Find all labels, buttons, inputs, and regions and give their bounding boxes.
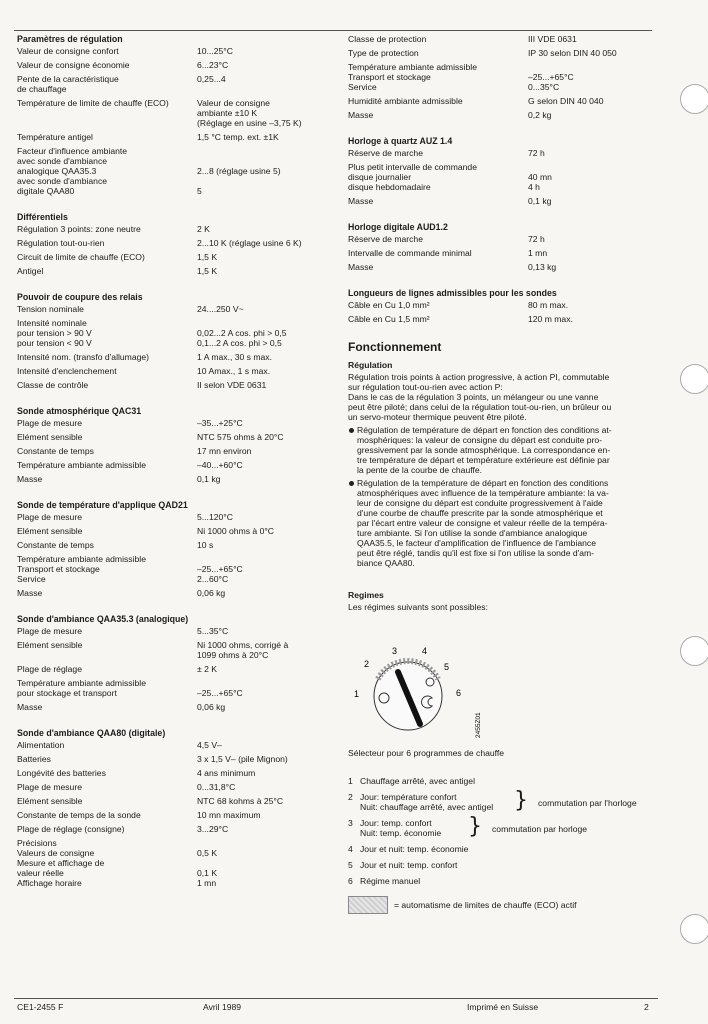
page-number: 2 [644, 1002, 649, 1012]
spec-row [348, 110, 648, 120]
spec-value: 40 mn 4 h [528, 172, 552, 192]
spec-row [17, 640, 322, 660]
spec-label: Plage de réglage (consigne) [17, 824, 125, 834]
spec-value: 1 mn [528, 248, 548, 258]
spec-label: Température ambiante admissible Transport et stockage Service [17, 554, 146, 584]
spec-row [348, 34, 648, 44]
printed-in: Imprimé en Suisse [467, 1002, 539, 1012]
modes-list [348, 776, 648, 886]
spec-label: Masse [17, 588, 43, 598]
spec-label: Plage de mesure [17, 626, 82, 636]
section-longueurs-de-lignes-admissibles-pour-les-sondes [348, 288, 648, 324]
spec-row [17, 418, 322, 428]
spec-value: 0,2 kg [528, 110, 552, 120]
section-title: Pouvoir de coupure des relais [17, 292, 143, 302]
mode-item: 1 Chauffage arrêté, avec antigel [348, 776, 475, 786]
regulation-subheading: Régulation [348, 360, 393, 370]
spec-value: –35...+25°C [197, 418, 243, 428]
spec-value: –25...+65°C 0...35°C [528, 72, 574, 92]
spec-label: Température ambiante admissible Transport et stockage Service [348, 62, 477, 92]
section-horloge-digitale-aud1-2 [348, 222, 648, 272]
spec-value: 17 mn environ [197, 446, 252, 456]
eco-legend-text: = automatisme de limites de chauffe (ECO) actif [394, 900, 577, 910]
spec-row [17, 512, 322, 522]
spec-value: 0,1 kg [197, 474, 221, 484]
spec-row [17, 754, 322, 764]
section-title: Sonde d'ambiance QAA35.3 (analogique) [17, 614, 189, 624]
spec-label: Masse [17, 474, 43, 484]
section-horloge-a-quartz-auz-1-4 [348, 136, 648, 206]
spec-value: III VDE 0631 [528, 34, 577, 44]
spec-row [17, 380, 322, 390]
spec-label: Masse [348, 262, 374, 272]
eco-legend [348, 896, 648, 914]
mode-item: 6 Régime manuel [348, 876, 421, 886]
spec-row [17, 252, 322, 262]
spec-row [17, 768, 322, 778]
spec-value: 10 mn maximum [197, 810, 261, 820]
spec-label: Température ambiante admissible pour stockage et transport [17, 678, 146, 698]
spec-row [17, 664, 322, 674]
spec-row [17, 460, 322, 470]
spec-value: G selon DIN 40 040 [528, 96, 604, 106]
spec-row [17, 782, 322, 792]
spec-value: 0,25...4 [197, 74, 226, 84]
spec-row [17, 474, 322, 484]
punch-hole [680, 364, 708, 394]
spec-row [17, 224, 322, 234]
spec-value: 2 K [197, 224, 210, 234]
spec-label: Intervalle de commande minimal [348, 248, 472, 258]
spec-row [17, 796, 322, 806]
spec-label: Plage de mesure [17, 418, 82, 428]
bullet-item: Régulation de la température de départ en fonction des conditions atmosphériques avec influence de la température ambiante: la va- leur de consigne du départ est conduite progressivement à l'aide d'une courbe de chauffe prescrite par la sonde atmosphérique et par l'écart entre valeur de consigne et valeur réelle de la tempéra- ture ambiante. Si l'on utilise la sonde d'ambiance analogique QAA35.5, le facteur d'amplification de l'influence de l'ambiance peut être réglé, tandis qu'il est fixe si l'on utilise la sonde d'am- biance QAA80. [348, 478, 648, 568]
spec-value: 0,13 kg [528, 262, 557, 272]
hatched-swatch [348, 896, 388, 914]
left-column [17, 34, 322, 904]
spec-label: Constante de temps [17, 446, 94, 456]
spec-row [17, 318, 322, 348]
spec-value: –40...+60°C [197, 460, 243, 470]
spec-value: 2...10 K (réglage usine 6 K) [197, 238, 302, 248]
punch-hole [680, 84, 708, 114]
spec-label: Masse [17, 702, 43, 712]
top-rule [14, 30, 652, 31]
brace-label-clock: commutation par l'horloge [538, 798, 637, 808]
dial-number-5: 5 [444, 662, 450, 672]
spec-label: Température de limite de chauffe (ECO) [17, 98, 169, 108]
spec-value: Valeur de consigne ambiante ±10 K (Réglage en usine –3,75 K) [197, 98, 302, 128]
spec-label: Câble en Cu 1,5 mm² [348, 314, 430, 324]
spec-value: 10...25°C [197, 46, 233, 56]
spec-row [17, 626, 322, 636]
spec-value: II selon VDE 0631 [197, 380, 267, 390]
spec-value: Ni 1000 ohms, corrigé à 1099 ohms à 20°C [197, 640, 289, 660]
spec-value: 3 x 1,5 V– (pile Mignon) [197, 754, 288, 764]
spec-row [17, 554, 322, 584]
spec-value: 5...35°C [197, 626, 229, 636]
spec-value: 1,5 K [197, 252, 218, 262]
section-title: Horloge digitale AUD1.2 [348, 222, 448, 232]
spec-value: 3...29°C [197, 824, 229, 834]
spec-value: 72 h [528, 148, 545, 158]
spec-row [348, 234, 648, 244]
mode-item: 4 Jour et nuit: temp. économie [348, 844, 469, 854]
spec-label: Constante de temps de la sonde [17, 810, 141, 820]
spec-row [348, 96, 648, 106]
spec-value: 80 m max. [528, 300, 569, 310]
spec-row [348, 162, 648, 192]
program-selector-dial [348, 634, 488, 744]
spec-row [348, 300, 648, 310]
spec-row [17, 238, 322, 248]
spec-row [17, 60, 322, 70]
spec-label: Réserve de marche [348, 234, 423, 244]
section-sonde-de-temperature-d-applique-qad21 [17, 500, 322, 598]
section-title: Paramètres de régulation [17, 34, 123, 44]
doc-reference: CE1-2455 F [17, 1002, 64, 1012]
section-sonde-d-ambiance-qaa35-3-analogique [17, 614, 322, 712]
regulation-intro: Régulation trois points à action progressive, à action PI, commutable sur régulation tout-ou-rien avec action P: Dans le cas de la régulation 3 points, un mélangeur ou une vanne peut être piloté; dans celui de la régulation tout-ou-rien, un brûleur ou un servo-moteur thermique peuvent être piloté. [348, 372, 612, 422]
spec-row [17, 366, 322, 376]
spec-value: 24....250 V~ [197, 304, 244, 314]
spec-label: Réserve de marche [348, 148, 423, 158]
spec-row [348, 148, 648, 158]
spec-value: 0,06 kg [197, 702, 226, 712]
spec-label: Elément sensible [17, 640, 83, 650]
spec-value: 5...120°C [197, 512, 233, 522]
spec-label: Plage de réglage [17, 664, 82, 674]
spec-row [17, 824, 322, 834]
spec-label: Pente de la caractéristique de chauffage [17, 74, 119, 94]
spec-label: Type de protection [348, 48, 419, 58]
dial-number-1: 1 [354, 689, 360, 699]
spec-value: 0,5 K 0,1 K 1 mn [197, 848, 218, 888]
spec-label: Tension nominale [17, 304, 84, 314]
spec-value: 6...23°C [197, 60, 229, 70]
spec-label: Elément sensible [17, 526, 83, 536]
spec-label: Régulation 3 points: zone neutre [17, 224, 141, 234]
spec-label: Plus petit intervalle de commande disque journalier disque hebdomadaire [348, 162, 477, 192]
section-pouvoir-de-coupure-des-relais [17, 292, 322, 390]
spec-row [348, 248, 648, 258]
spec-label: Classe de contrôle [17, 380, 89, 390]
spec-row [348, 62, 648, 92]
spec-label: Température antigel [17, 132, 93, 142]
spec-label: Intensité nominale pour tension > 90 V pour tension < 90 V [17, 318, 92, 348]
spec-label: Elément sensible [17, 796, 83, 806]
section-title: Sonde atmosphérique QAC31 [17, 406, 142, 416]
spec-label: Intensité d'enclenchement [17, 366, 117, 376]
spec-row [17, 352, 322, 362]
spec-value: NTC 68 kohms à 25°C [197, 796, 284, 806]
spec-value: –25...+65°C [197, 688, 243, 698]
spec-value: 2...8 (réglage usine 5) 5 [197, 166, 281, 196]
punch-hole [680, 636, 708, 666]
spec-row [17, 526, 322, 536]
spec-row [17, 588, 322, 598]
spec-value: 0,02...2 A cos. phi > 0,5 0,1...2 A cos. phi > 0,5 [197, 328, 287, 348]
dial-number-6: 6 [456, 688, 462, 698]
spec-value: 0...31,8°C [197, 782, 236, 792]
spec-value: ± 2 K [197, 664, 218, 674]
spec-value: 120 m max. [528, 314, 573, 324]
mode-item: 3 Jour: temp. confort Nuit: temp. économie } commutation par horloge [348, 814, 588, 839]
spec-label: Intensité nom. (transfo d'allumage) [17, 352, 150, 362]
regimes-text: Les régimes suivants sont possibles: [348, 602, 488, 612]
spec-label: Elément sensible [17, 432, 83, 442]
spec-row [348, 48, 648, 58]
spec-value: 1 A max., 30 s max. [197, 352, 272, 362]
section-parametres-de-regulation [17, 34, 322, 196]
section-title: Longueurs de lignes admissibles pour les sondes [348, 288, 557, 298]
spec-row [17, 838, 322, 888]
dial-diagram [348, 634, 488, 744]
spec-label: Valeur de consigne confort [17, 46, 119, 56]
spec-row [17, 74, 322, 94]
section-title: Horloge à quartz AUZ 1.4 [348, 136, 453, 146]
spec-label: Humidité ambiante admissible [348, 96, 463, 106]
spec-label: Câble en Cu 1,0 mm² [348, 300, 430, 310]
dial-number-2: 2 [364, 659, 370, 669]
spec-row [348, 196, 648, 206]
spec-value: IP 30 selon DIN 40 050 [528, 48, 617, 58]
section-title: Sonde de température d'applique QAD21 [17, 500, 188, 510]
dial-ref-code: 2455Z01 [475, 712, 482, 738]
right-column [348, 34, 648, 914]
spec-row [17, 432, 322, 442]
spec-value: 1,5 °C temp. ext. ±1K [197, 132, 279, 142]
brace-label-clock: commutation par horloge [492, 824, 588, 834]
spec-row [17, 304, 322, 314]
spec-row [17, 98, 322, 128]
section-title: Sonde d'ambiance QAA80 (digitale) [17, 728, 166, 738]
spec-row [348, 314, 648, 324]
dial-number-3: 3 [392, 646, 398, 656]
bullet-item: Régulation de température de départ en fonction des conditions at- mosphériques: la valeur de consigne du départ est conduite pro- gressivement par la sonde atmosphérique. La correspondance en- tre température de départ et température extérieure est définie par la pente de la courbe de chauffe. [348, 425, 648, 475]
doc-date: Avril 1989 [203, 1002, 242, 1012]
spec-row [348, 262, 648, 272]
section-title: Différentiels [17, 212, 68, 222]
spec-label: Plage de mesure [17, 512, 82, 522]
spec-label: Valeur de consigne économie [17, 60, 130, 70]
spec-row [17, 146, 322, 196]
spec-row [17, 740, 322, 750]
spec-row [17, 678, 322, 698]
spec-label: Alimentation [17, 740, 65, 750]
spec-value: 72 h [528, 234, 545, 244]
spec-value: 1,5 K [197, 266, 218, 276]
spec-value: 10 s [197, 540, 214, 550]
spec-value: Ni 1000 ohms à 0°C [197, 526, 274, 536]
mode-item: 2 Jour: température confort Nuit: chauffage arrêté, avec antigel } commutation par l'horloge [348, 788, 637, 813]
section-differentiels [17, 212, 322, 276]
spec-value: –25...+65°C 2...60°C [197, 564, 243, 584]
section-specs [348, 34, 648, 120]
spec-value: 0,06 kg [197, 588, 226, 598]
brace-mark: } [514, 788, 528, 813]
spec-label: Température ambiante admissible [17, 460, 146, 470]
spec-row [17, 46, 322, 56]
regimes-heading: Regimes [348, 590, 384, 600]
fonctionnement-heading: Fonctionnement [348, 340, 442, 354]
spec-row [17, 132, 322, 142]
spec-label: Longévité des batteries [17, 768, 106, 778]
mode-item: 5 Jour et nuit: temp. confort [348, 860, 458, 870]
spec-label: Antigel [17, 266, 44, 276]
spec-label: Plage de mesure [17, 782, 82, 792]
spec-value: 10 Amax., 1 s max. [197, 366, 271, 376]
spec-value: 4 ans minimum [197, 768, 256, 778]
spec-label: Constante de temps [17, 540, 94, 550]
spec-row [17, 702, 322, 712]
spec-value: 0,1 kg [528, 196, 552, 206]
spec-label: Régulation tout-ou-rien [17, 238, 105, 248]
regulation-bullets [348, 425, 648, 568]
spec-value: 4,5 V– [197, 740, 222, 750]
spec-row [17, 266, 322, 276]
spec-label: Classe de protection [348, 34, 427, 44]
spec-value: NTC 575 ohms à 20°C [197, 432, 284, 442]
spec-label: Masse [348, 196, 374, 206]
spec-label: Circuit de limite de chauffe (ECO) [17, 252, 145, 262]
dial-number-4: 4 [422, 646, 428, 656]
section-sonde-atmospherique-qac31 [17, 406, 322, 484]
section-sonde-d-ambiance-qaa80-digitale [17, 728, 322, 888]
dial-caption: Sélecteur pour 6 programmes de chauffe [348, 748, 505, 758]
spec-label: Batteries [17, 754, 51, 764]
brace-mark: } [468, 814, 482, 839]
spec-label: Facteur d'influence ambiante avec sonde d'ambiance analogique QAA35.3 avec sonde d'ambiance digitale QAA80 [17, 146, 128, 196]
spec-label: Masse [348, 110, 374, 120]
punch-hole [680, 914, 708, 944]
spec-row [17, 540, 322, 550]
spec-label: Précisions Valeurs de consigne Mesure et affichage de valeur réelle Affichage horaire [17, 838, 105, 888]
spec-row [17, 810, 322, 820]
bottom-rule [14, 998, 658, 999]
spec-row [17, 446, 322, 456]
